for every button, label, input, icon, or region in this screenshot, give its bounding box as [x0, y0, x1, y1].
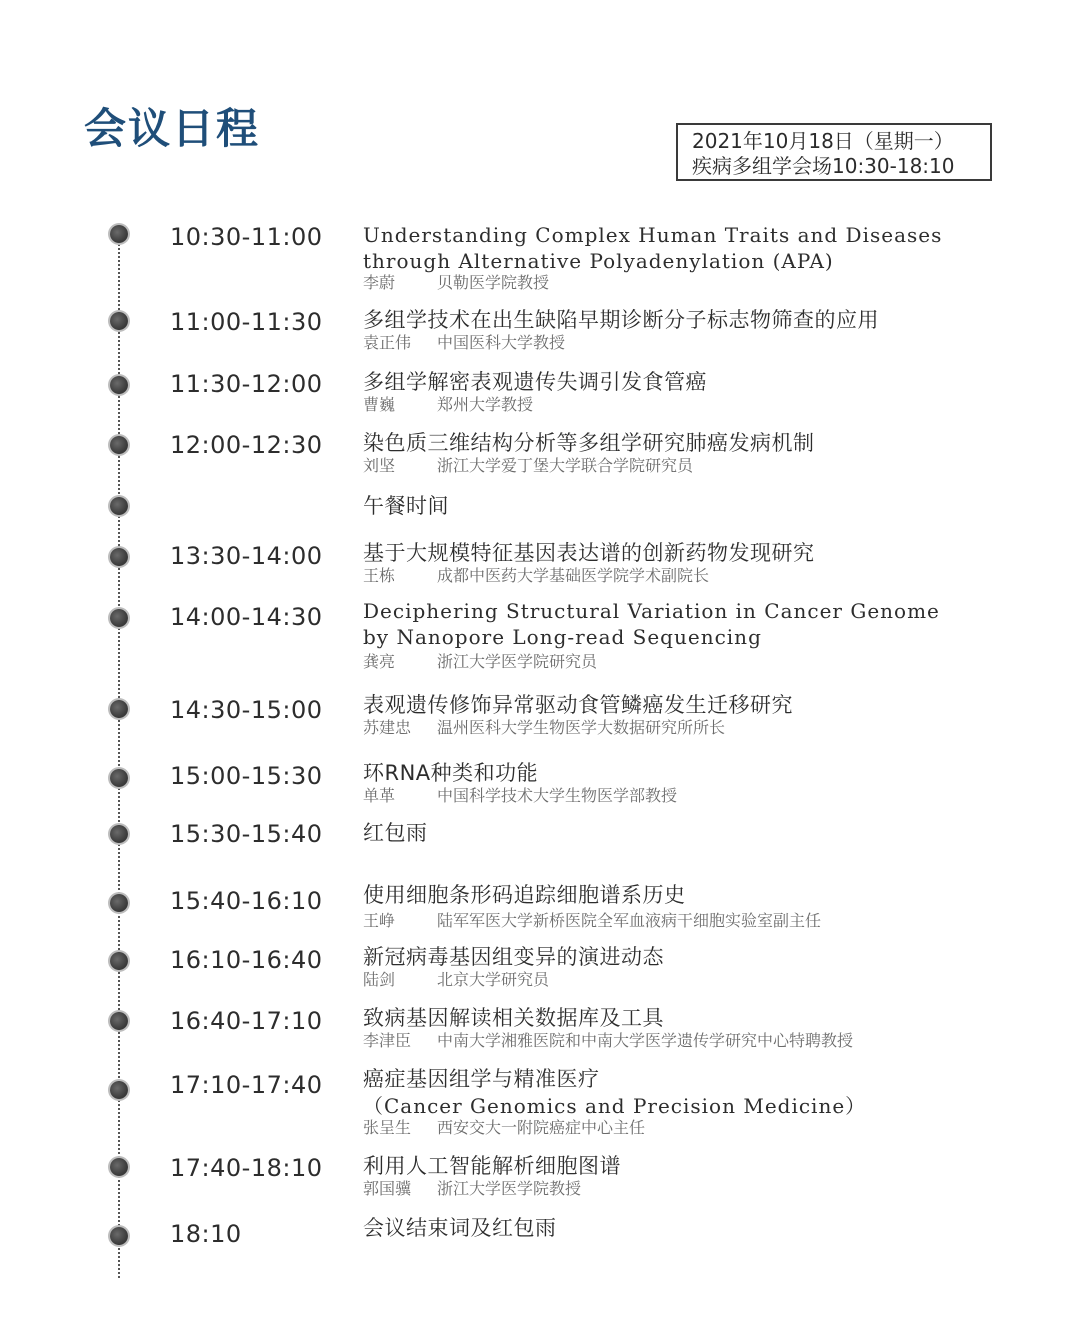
timeline-dot — [110, 1227, 128, 1245]
schedule-time: 16:10-16:40 — [170, 946, 323, 974]
talk-title: 染色质三维结构分析等多组学研究肺癌发病机制 — [363, 431, 815, 455]
talk-title: 癌症基因组学与精准医疗 — [363, 1067, 600, 1091]
speaker-affiliation: 浙江大学医学院教授 — [437, 1179, 582, 1198]
schedule-content — [363, 430, 1053, 476]
talk-title: 基于大规模特征基因表达谱的创新药物发现研究 — [363, 541, 815, 565]
schedule-time: 15:40-16:10 — [170, 887, 323, 915]
schedule-content — [363, 820, 1053, 847]
speaker-affiliation: 西安交大一附院癌症中心主任 — [437, 1118, 646, 1137]
speaker-name: 张呈生 — [363, 1118, 412, 1137]
talk-title: 环RNA种类和功能 — [363, 761, 539, 785]
schedule-content — [363, 540, 1053, 586]
talk-title: through Alternative Polyadenylation (APA) — [363, 249, 834, 273]
session-info-box — [676, 123, 992, 181]
timeline-dot — [110, 548, 128, 566]
break-title: 红包雨 — [363, 821, 428, 845]
talk-title: 多组学解密表观遗传失调引发食管癌 — [363, 370, 707, 394]
speaker-line — [363, 273, 1053, 293]
schedule-time: 17:40-18:10 — [170, 1154, 323, 1182]
speaker-affiliation: 浙江大学医学院研究员 — [437, 652, 598, 671]
speaker-name: 单革 — [363, 786, 396, 805]
talk-title: （Cancer Genomics and Precision Medicine） — [363, 1094, 867, 1118]
timeline-dot — [110, 952, 128, 970]
timeline-dot — [110, 894, 128, 912]
timeline-dot — [110, 700, 128, 718]
speaker-line — [363, 718, 1053, 738]
speaker-name: 曹巍 — [363, 395, 396, 414]
talk-title: by Nanopore Long-read Sequencing — [363, 625, 762, 649]
speaker-name: 袁正伟 — [363, 333, 412, 352]
schedule-content — [363, 944, 1053, 990]
schedule-time: 11:00-11:30 — [170, 308, 323, 336]
speaker-line — [363, 1179, 1053, 1199]
schedule-content — [363, 307, 1053, 353]
schedule-time: 15:00-15:30 — [170, 762, 323, 790]
talk-title: 利用人工智能解析细胞图谱 — [363, 1154, 621, 1178]
speaker-name: 王峥 — [363, 911, 396, 930]
timeline-dot — [110, 436, 128, 454]
speaker-name: 王栋 — [363, 566, 396, 585]
speaker-line — [363, 395, 1053, 415]
speaker-line — [363, 566, 1053, 586]
speaker-line — [363, 1118, 1053, 1138]
schedule-content — [363, 1066, 1053, 1138]
speaker-line — [363, 456, 1053, 476]
speaker-affiliation: 温州医科大学生物医学大数据研究所所长 — [437, 718, 726, 737]
timeline-dot — [110, 1012, 128, 1030]
timeline-dot — [110, 769, 128, 787]
schedule-time: 13:30-14:00 — [170, 542, 323, 570]
schedule-time: 15:30-15:40 — [170, 820, 323, 848]
schedule-content — [363, 369, 1053, 415]
speaker-name: 陆剑 — [363, 970, 396, 989]
schedule-time: 14:00-14:30 — [170, 603, 323, 631]
timeline-dot — [110, 376, 128, 394]
speaker-affiliation: 陆军军医大学新桥医院全军血液病干细胞实验室副主任 — [437, 911, 822, 930]
speaker-affiliation: 郑州大学教授 — [437, 395, 534, 414]
speaker-name: 龚亮 — [363, 652, 396, 671]
timeline-dot — [110, 1158, 128, 1176]
speaker-name: 苏建忠 — [363, 718, 412, 737]
speaker-name: 李津臣 — [363, 1031, 412, 1050]
schedule-time: 11:30-12:00 — [170, 370, 323, 398]
timeline-dot — [110, 225, 128, 243]
schedule-content — [363, 493, 1053, 520]
schedule-time: 16:40-17:10 — [170, 1007, 323, 1035]
break-title: 午餐时间 — [363, 494, 449, 518]
timeline-dot — [110, 497, 128, 515]
talk-title: 致病基因解读相关数据库及工具 — [363, 1006, 664, 1030]
talk-title: 表观遗传修饰异常驱动食管鳞癌发生迁移研究 — [363, 693, 793, 717]
talk-title: 会议结束词及红包雨 — [363, 1216, 557, 1240]
timeline-dot — [110, 1081, 128, 1099]
session-date: 2021年10月18日（星期一） — [692, 129, 954, 153]
talk-title: 使用细胞条形码追踪细胞谱系历史 — [363, 883, 686, 907]
session-venue-time: 疾病多组学会场10:30-18:10 — [692, 154, 955, 178]
speaker-affiliation: 中南大学湘雅医院和中南大学医学遗传学研究中心特聘教授 — [437, 1031, 854, 1050]
page-title: 会议日程 — [84, 104, 261, 153]
speaker-affiliation: 中国科学技术大学生物医学部教授 — [437, 786, 678, 805]
schedule-time: 14:30-15:00 — [170, 696, 323, 724]
schedule-time: 17:10-17:40 — [170, 1071, 323, 1099]
speaker-name: 郭国骥 — [363, 1179, 412, 1198]
schedule-content — [363, 1215, 1053, 1242]
speaker-affiliation: 北京大学研究员 — [437, 970, 550, 989]
schedule-content — [363, 882, 1053, 931]
speaker-affiliation: 成都中医药大学基础医学院学术副院长 — [437, 566, 710, 585]
speaker-line — [363, 786, 1053, 806]
speaker-affiliation: 浙江大学爱丁堡大学联合学院研究员 — [437, 456, 694, 475]
schedule-content — [363, 692, 1053, 738]
speaker-name: 李蔚 — [363, 273, 396, 292]
schedule-time: 18:10 — [170, 1220, 242, 1248]
talk-title: 多组学技术在出生缺陷早期诊断分子标志物筛查的应用 — [363, 308, 879, 332]
talk-title: Deciphering Structural Variation in Cancer Genome — [363, 599, 940, 623]
schedule-content — [363, 222, 1053, 293]
speaker-line — [363, 652, 1053, 672]
speaker-line — [363, 333, 1053, 353]
speaker-name: 刘坚 — [363, 456, 396, 475]
schedule-content — [363, 598, 1053, 672]
schedule-content — [363, 1005, 1053, 1051]
talk-title: Understanding Complex Human Traits and Diseases — [363, 223, 943, 247]
timeline-dot — [110, 825, 128, 843]
schedule-time: 10:30-11:00 — [170, 223, 323, 251]
timeline-dot — [110, 609, 128, 627]
speaker-line — [363, 970, 1053, 990]
timeline-dot — [110, 312, 128, 330]
speaker-affiliation: 中国医科大学教授 — [437, 333, 566, 352]
schedule-time: 12:00-12:30 — [170, 431, 323, 459]
schedule-content — [363, 760, 1053, 806]
speaker-affiliation: 贝勒医学院教授 — [437, 273, 550, 292]
schedule-content — [363, 1153, 1053, 1199]
speaker-line — [363, 1031, 1053, 1051]
talk-title: 新冠病毒基因组变异的演进动态 — [363, 945, 664, 969]
speaker-line — [363, 911, 1053, 931]
